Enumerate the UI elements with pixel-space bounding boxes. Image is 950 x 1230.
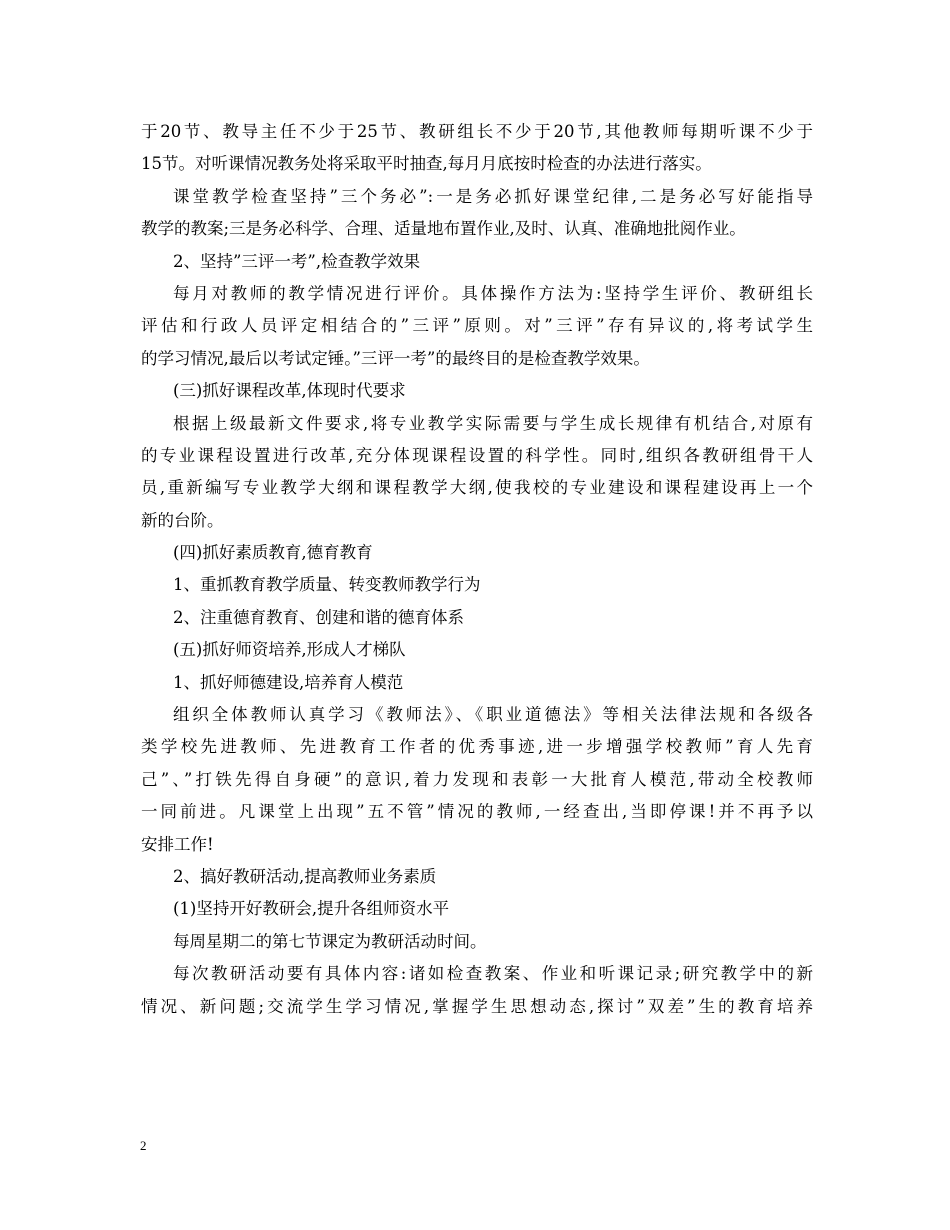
text-line: 教学的教案;三是务必科学、合理、适量地布置作业,及时、认真、准确地批阅作业。 — [141, 219, 746, 239]
text-line: 1、抓好师德建设,培养育人模范 — [173, 672, 404, 692]
text-line: 类学校先进教师、先进教育工作者的优秀事迹,进一步增强学校教师”育人先育 — [141, 737, 813, 757]
text-line: 1、重抓教育教学质量、转变教师教学行为 — [173, 575, 481, 595]
text-line: 2、搞好教研活动,提高教师业务素质 — [173, 866, 437, 886]
page-number: 2 — [140, 1138, 147, 1153]
text-line: 2、坚持”三评一考”,检查教学效果 — [173, 251, 421, 271]
text-line: 每次教研活动要有具体内容:诸如检查教案、作业和听课记录;研究教学中的新 — [173, 964, 813, 984]
text-line: 己”、”打铁先得自身硬”的意识,着力发现和表彰一大批育人模范,带动全校教师 — [141, 769, 813, 789]
document-body — [141, 116, 813, 1023]
text-line: 员,重新编写专业教学大纲和课程教学大纲,使我校的专业建设和课程建设再上一个 — [141, 478, 813, 498]
text-line: 每月对教师的教学情况进行评价。具体操作方法为:坚持学生评价、教研组长 — [173, 283, 813, 303]
text-line: 新的台阶。 — [141, 510, 224, 530]
text-line: 2、注重德育教育、创建和谐的德育体系 — [173, 607, 464, 627]
text-line: (五)抓好师资培养,形成人才梯队 — [173, 640, 406, 660]
text-line: 15节。对听课情况教务处将采取平时抽查,每月月底按时检查的办法进行落实。 — [141, 154, 712, 174]
text-line: 根据上级最新文件要求,将专业教学实际需要与学生成长规律有机结合,对原有 — [173, 413, 813, 433]
text-line: 的专业课程设置进行改革,充分体现课程设置的科学性。同时,组织各教研组骨干人 — [141, 445, 813, 465]
text-line: (四)抓好素质教育,德育教育 — [173, 543, 373, 563]
text-line: 评估和行政人员评定相结合的”三评”原则。对”三评”存有异议的,将考试学生 — [141, 316, 813, 336]
text-line: 的学习情况,最后以考试定锤。”三评一考”的最终目的是检查教学效果。 — [141, 348, 650, 368]
text-line: (三)抓好课程改革,体现时代要求 — [173, 381, 406, 401]
text-line: 课堂教学检查坚持”三个务必”:一是务必抓好课堂纪律,二是务必写好能指导 — [173, 186, 813, 206]
text-line: 于20节、教导主任不少于25节、教研组长不少于20节,其他教师每期听课不少于 — [141, 122, 813, 141]
text-line: 情况、新问题;交流学生学习情况,掌握学生思想动态,探讨”双差”生的教育培养 — [141, 996, 813, 1016]
text-line: 每周星期二的第七节课定为教研活动时间。 — [173, 931, 487, 951]
text-line: 组织全体教师认真学习《教师法》、《职业道德法》等相关法律法规和各级各 — [173, 705, 813, 725]
text-line: (1)坚持开好教研会,提升各组师资水平 — [173, 899, 450, 919]
text-line: 安排工作! — [141, 834, 214, 854]
text-line: 一同前进。凡课堂上出现”五不管”情况的教师,一经查出,当即停课!并不再予以 — [141, 802, 813, 822]
